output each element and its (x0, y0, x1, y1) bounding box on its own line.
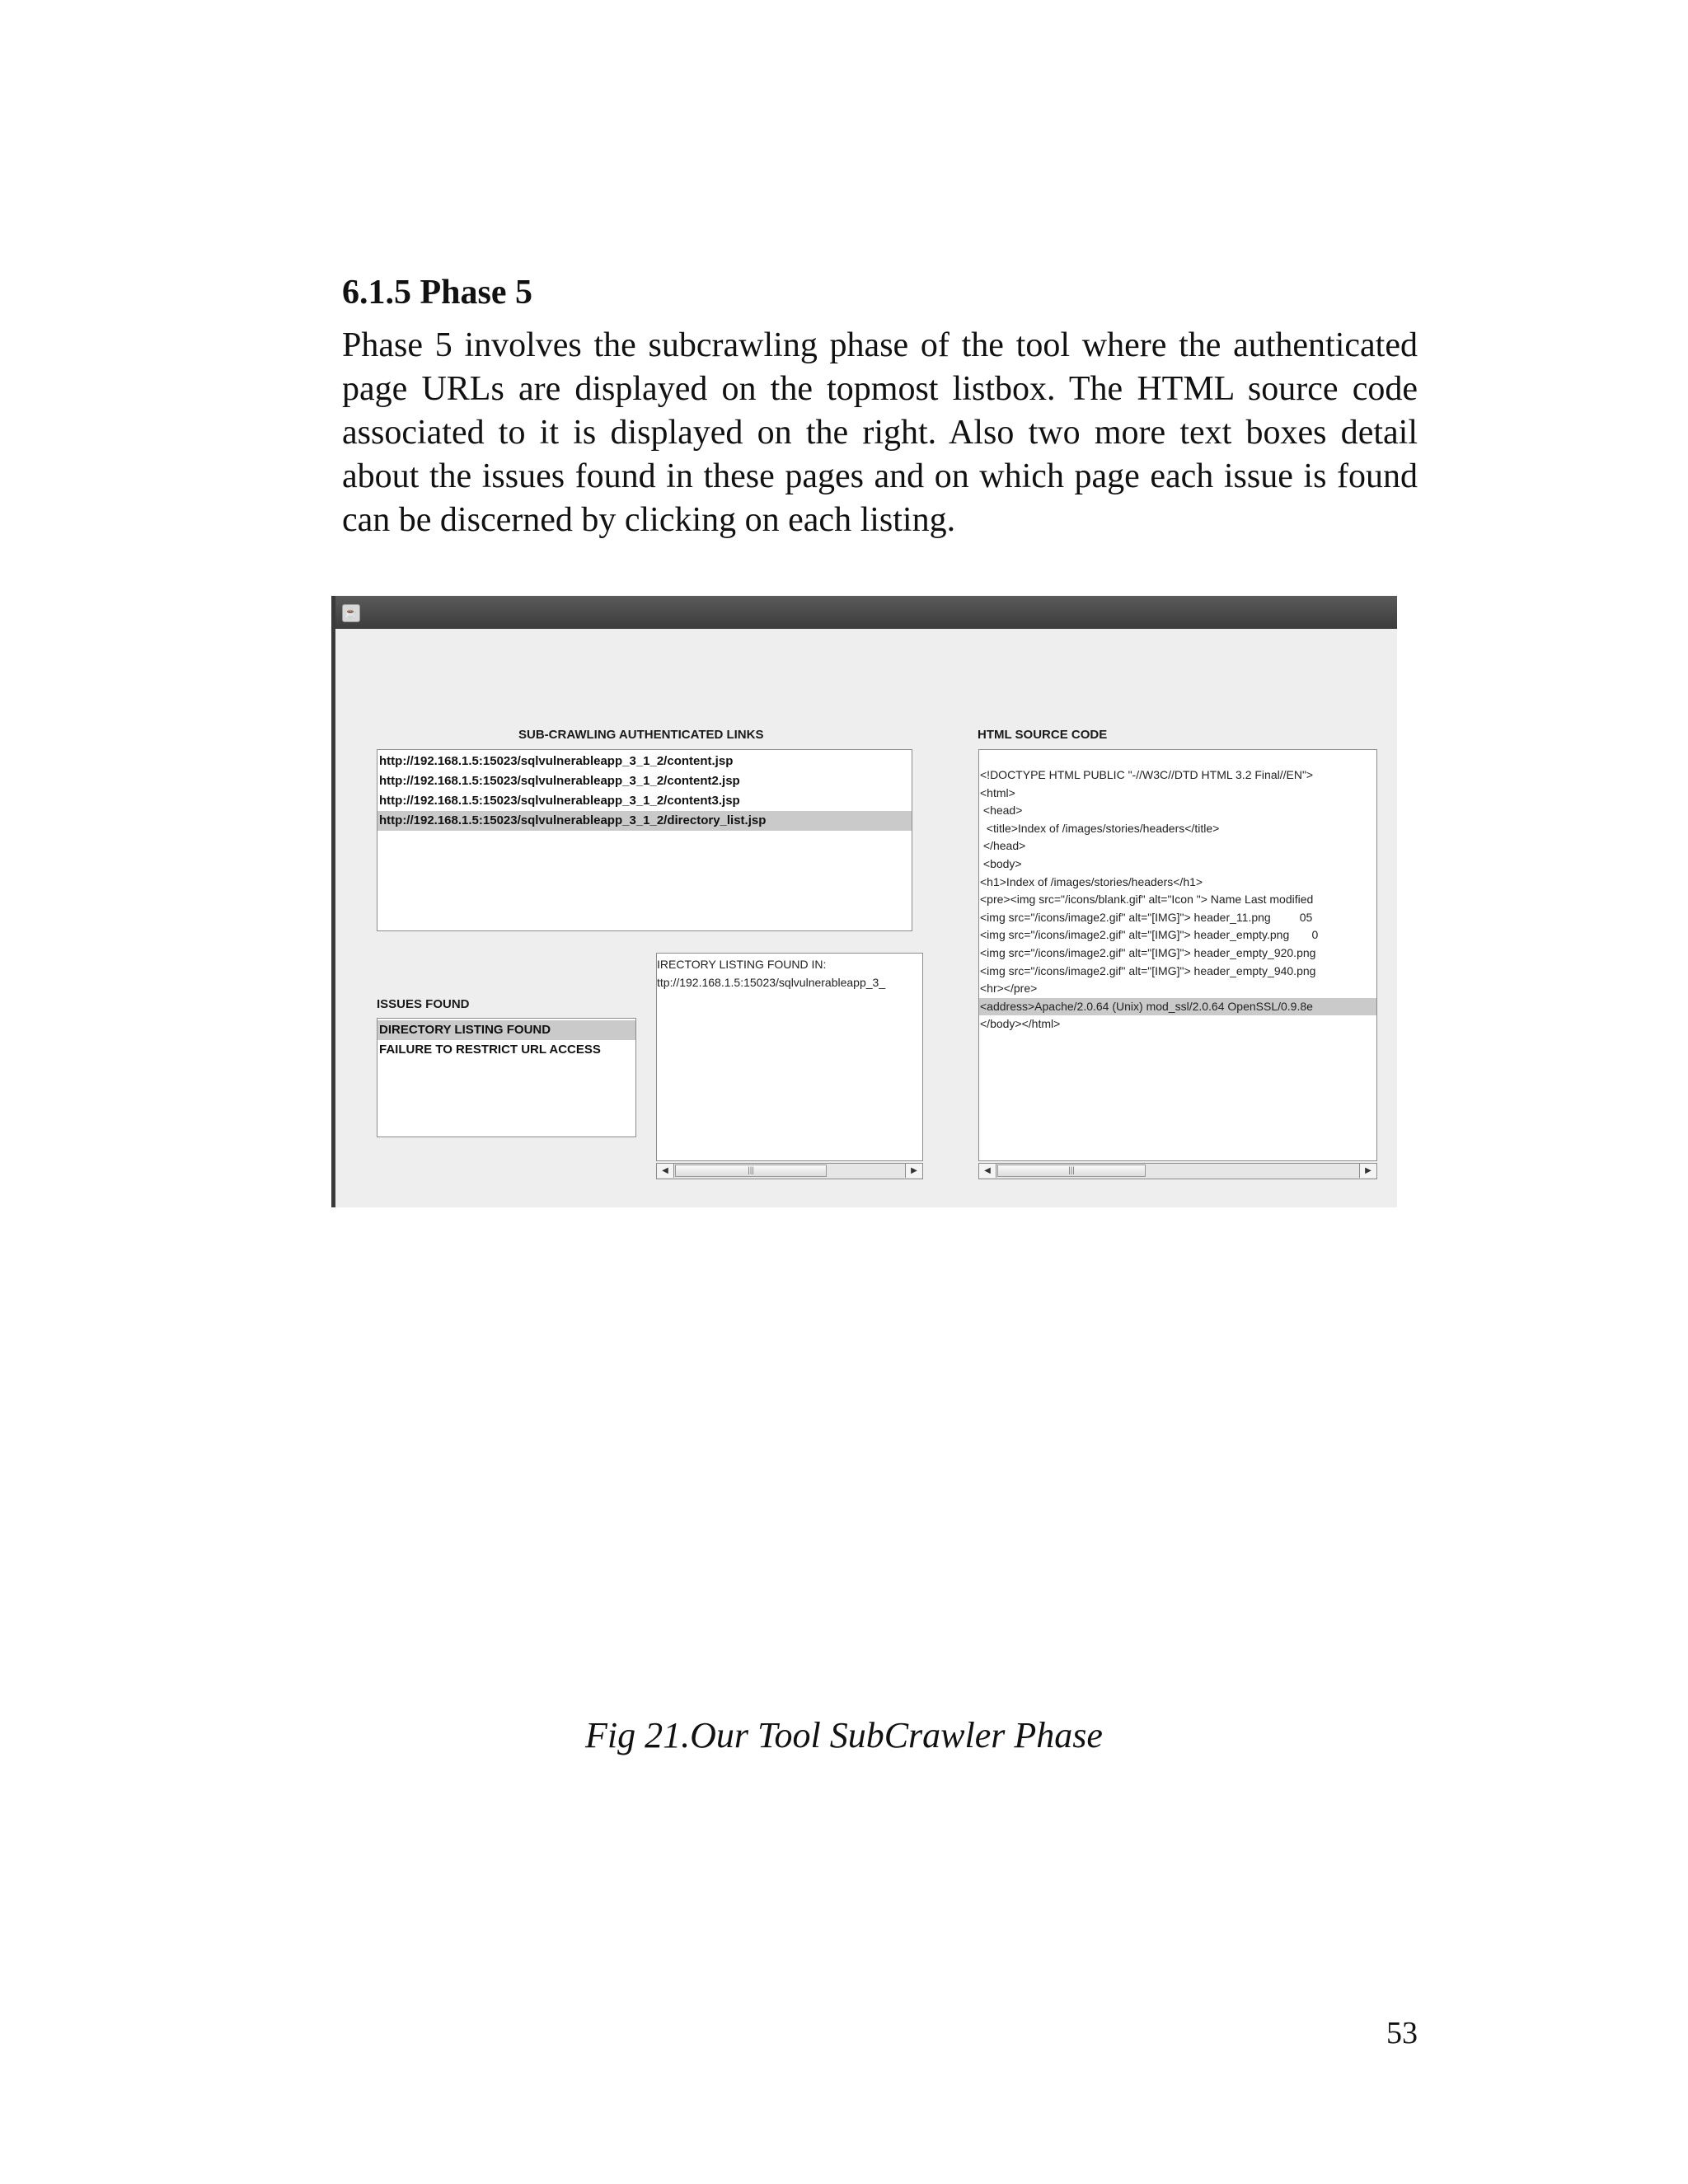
links-list (377, 752, 912, 831)
source-line[interactable]: </body></html> (980, 1017, 1061, 1031)
source-line[interactable]: <title>Index of /images/stories/headers</title> (980, 821, 1220, 835)
source-line[interactable]: <!DOCTYPE HTML PUBLIC "-//W3C//DTD HTML 3.2 Final//EN"> (980, 768, 1314, 781)
issues-found-listbox[interactable] (377, 1018, 636, 1137)
scroll-right-arrow-icon[interactable]: ▶ (1359, 1164, 1376, 1178)
source-line[interactable]: <body> (980, 856, 1022, 870)
source-line[interactable]: <head> (980, 804, 1023, 818)
detail-line: ttp://192.168.1.5:15023/sqlvulnerableapp_3_ (657, 976, 886, 989)
source-line[interactable]: <img src="/icons/image2.gif" alt="[IMG]"> header_empty_920.png (980, 945, 1316, 959)
source-line[interactable]: <h1>Index of /images/stories/headers</h1> (980, 874, 1203, 888)
detail-line: IRECTORY LISTING FOUND IN: (657, 958, 827, 971)
source-line[interactable]: <img src="/icons/image2.gif" alt="[IMG]"> header_empty_940.png (980, 963, 1316, 977)
scroll-left-arrow-icon[interactable]: ◀ (979, 1164, 996, 1178)
detail-horizontal-scrollbar[interactable] (656, 1163, 923, 1179)
source-horizontal-scrollbar[interactable] (978, 1163, 1377, 1179)
issues-list (377, 1020, 635, 1060)
authenticated-links-listbox[interactable] (377, 749, 912, 931)
source-panel-label: HTML SOURCE CODE (978, 728, 1108, 742)
window-titlebar (335, 596, 1397, 629)
source-line[interactable]: <address>Apache/2.0.64 (Unix) mod_ssl/2.0.64 OpenSSL/0.9.8e (979, 998, 1376, 1016)
issues-panel-label: ISSUES FOUND (377, 997, 470, 1011)
scroll-thumb[interactable]: ||| (675, 1165, 827, 1177)
scroll-left-arrow-icon[interactable]: ◀ (657, 1164, 674, 1178)
section-heading: 6.1.5 Phase 5 (342, 274, 532, 312)
page-number: 53 (1386, 2016, 1418, 2050)
list-item[interactable]: DIRECTORY LISTING FOUND (377, 1020, 635, 1040)
links-panel-label: SUB-CRAWLING AUTHENTICATED LINKS (518, 728, 764, 742)
java-cup-icon: ☕ (342, 604, 360, 622)
scroll-right-arrow-icon[interactable]: ▶ (905, 1164, 922, 1178)
list-item[interactable]: http://192.168.1.5:15023/sqlvulnerableapp_3_1_2/directory_list.jsp (377, 811, 912, 831)
source-line[interactable]: <img src="/icons/image2.gif" alt="[IMG]"> header_11.png 05 (980, 910, 1313, 924)
source-line[interactable]: </head> (980, 839, 1026, 853)
html-source-textarea[interactable] (978, 749, 1377, 1161)
app-screenshot (331, 596, 1397, 1207)
source-line[interactable]: <img src="/icons/image2.gif" alt="[IMG]"> header_empty.png 0 (980, 928, 1319, 942)
source-lines (979, 766, 1376, 1033)
source-line[interactable]: <html> (980, 785, 1015, 799)
issue-detail-textarea[interactable] (656, 953, 923, 1161)
list-item[interactable]: FAILURE TO RESTRICT URL ACCESS (379, 1043, 601, 1057)
list-item[interactable]: http://192.168.1.5:15023/sqlvulnerableapp_3_1_2/content2.jsp (379, 774, 740, 788)
list-item[interactable]: http://192.168.1.5:15023/sqlvulnerableapp_3_1_2/content3.jsp (379, 794, 740, 808)
body-paragraph: Phase 5 involves the subcrawling phase of the tool where the authenticated page URLs are displayed on the topmost listbox. The HTML source code associated to it is displayed on the right. Also two more text boxes detail about the issues found in these pages and on which page each issue is found can be discerned by clicking on each listing. (342, 326, 1418, 539)
figure-caption: Fig 21.Our Tool SubCrawler Phase (585, 1715, 1103, 1755)
list-item[interactable]: http://192.168.1.5:15023/sqlvulnerableapp_3_1_2/content.jsp (379, 754, 734, 768)
source-line[interactable]: <hr></pre> (980, 982, 1038, 996)
source-line[interactable]: <pre><img src="/icons/blank.gif" alt="Icon "> Name Last modified (980, 893, 1314, 907)
scroll-thumb[interactable]: ||| (997, 1165, 1146, 1177)
